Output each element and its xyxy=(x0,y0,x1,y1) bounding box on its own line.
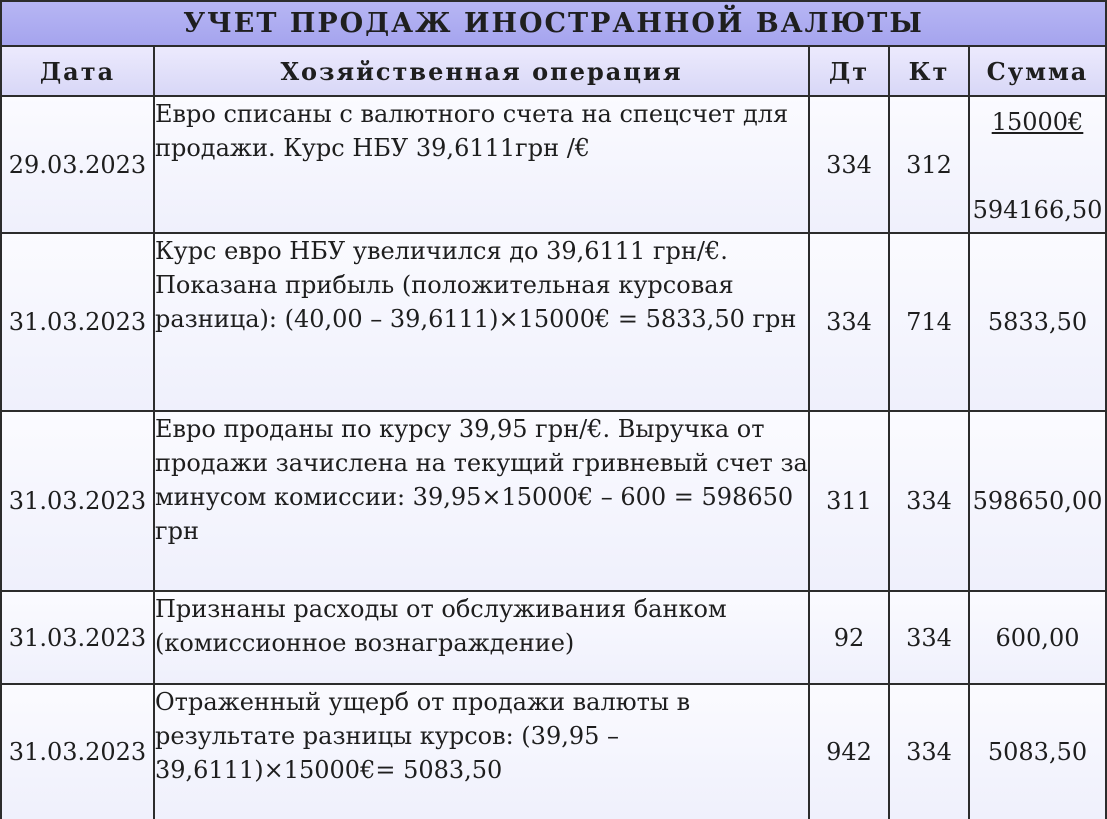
row-operation: Евро проданы по курсу 39,95 грн/€. Выручка от продажи зачислена на текущий гривневый счет за минусом комиссии: 39,95×15000€ – 600 = 598650 грн xyxy=(154,411,809,591)
row-credit: 714 xyxy=(889,233,969,411)
row-operation: Евро списаны с валютного счета на спецсчет для продажи. Курс НБУ 39,6111грн /€ xyxy=(154,96,809,233)
row-date: 31.03.2023 xyxy=(2,411,154,591)
table-title: УЧЕТ ПРОДАЖ ИНОСТРАННОЙ ВАЛЮТЫ xyxy=(2,2,1105,47)
column-header-date: Дата xyxy=(2,47,154,96)
header-row xyxy=(2,47,1105,96)
column-header-operation: Хозяйственная операция xyxy=(154,47,809,96)
row-credit: 312 xyxy=(889,96,969,233)
row-amount-cell xyxy=(969,96,1105,233)
row-credit: 334 xyxy=(889,411,969,591)
row-operation: Курс евро НБУ увеличился до 39,6111 грн/€. Показана прибыль (положительная курсовая разница): (40,00 – 39,6111)×15000€ = 5833,50 грн xyxy=(154,233,809,411)
row-amount: 594166,50 xyxy=(972,196,1103,224)
table-row xyxy=(2,591,1105,684)
table-row xyxy=(2,233,1105,411)
row-operation: Отраженный ущерб от продажи валюты в результате разницы курсов: (39,95 – 39,6111)×15000€= 5083,50 xyxy=(154,684,809,819)
row-debit: 334 xyxy=(809,96,889,233)
table-row xyxy=(2,411,1105,591)
row-amount: 600,00 xyxy=(969,591,1105,684)
table-row xyxy=(2,684,1105,819)
row-debit: 92 xyxy=(809,591,889,684)
ledger-table xyxy=(2,47,1105,819)
row-operation: Признаны расходы от обслуживания банком (комиссионное вознаграждение) xyxy=(154,591,809,684)
row-debit: 942 xyxy=(809,684,889,819)
table-row xyxy=(2,96,1105,233)
row-credit: 334 xyxy=(889,591,969,684)
row-debit: 334 xyxy=(809,233,889,411)
row-amount: 598650,00 xyxy=(969,411,1105,591)
row-amount: 5833,50 xyxy=(969,233,1105,411)
row-amount: 5083,50 xyxy=(969,684,1105,819)
row-credit: 334 xyxy=(889,684,969,819)
column-header-credit: Кт xyxy=(889,47,969,96)
row-date: 31.03.2023 xyxy=(2,684,154,819)
row-date: 29.03.2023 xyxy=(2,96,154,233)
column-header-debit: Дт xyxy=(809,47,889,96)
row-date: 31.03.2023 xyxy=(2,591,154,684)
row-debit: 311 xyxy=(809,411,889,591)
column-header-amount: Сумма xyxy=(969,47,1105,96)
row-date: 31.03.2023 xyxy=(2,233,154,411)
row-amount-currency: 15000€ xyxy=(991,108,1084,136)
